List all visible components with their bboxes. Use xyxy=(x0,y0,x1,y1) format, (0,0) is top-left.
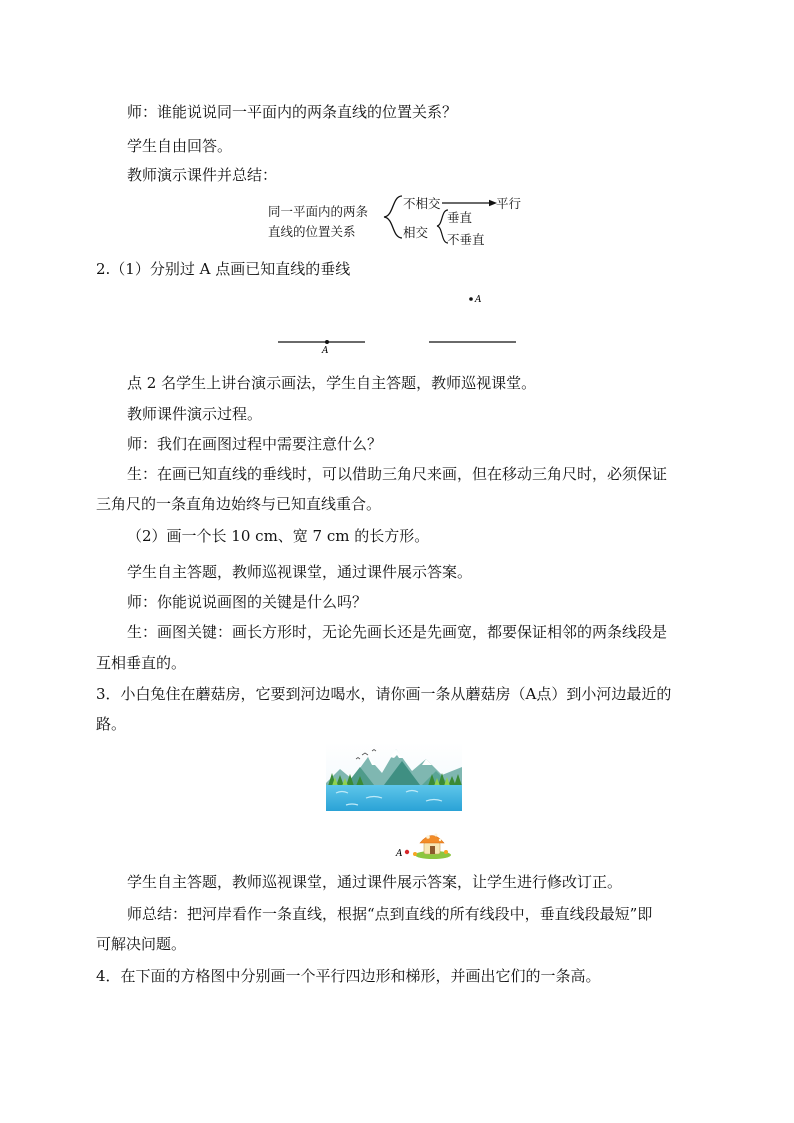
paragraph-teacher-summary-cont: 可解决问题。 xyxy=(96,935,187,953)
diagram-left-line2: 直线的位置关系 xyxy=(268,224,356,239)
paragraph-courseware: 教师课件演示过程。 xyxy=(127,405,263,423)
diagram-not-intersect: 不相交 xyxy=(403,196,441,211)
paragraph-student-answer-1: 生：在画已知直线的垂线时，可以借助三角尺来画，但在移动三角尺时，必须保证 xyxy=(127,465,668,483)
paragraph-student-answer-2-cont: 互相垂直的。 xyxy=(96,654,187,672)
point-a-label-1: A xyxy=(322,346,329,356)
diagram-not-perpendicular: 不垂直 xyxy=(447,232,485,247)
paragraph-student-answer-2: 生：画图关键：画长方形时，无论先画长还是先画宽，都要保证相邻的两条线段是 xyxy=(127,623,668,641)
item-4-heading: 4．在下面的方格图中分别画一个平行四边形和梯形，并画出它们的一条高。 xyxy=(96,967,601,985)
point-a-marker xyxy=(405,850,409,854)
diagram-perpendicular: 垂直 xyxy=(447,210,473,225)
mushroom-house-image xyxy=(396,828,452,862)
arrow-icon xyxy=(442,198,498,208)
point-a-on-line xyxy=(325,340,329,344)
paragraph-teacher-summary: 师总结：把河岸看作一条直线，根据“点到直线的所有线段中，垂直线段最短”即 xyxy=(127,905,653,923)
point-a-label-2: A xyxy=(475,295,482,305)
question-line: 师：谁能说说同一平面内的两条直线的位置关系？ xyxy=(127,103,458,121)
paragraph-teacher-question: 师：我们在画图过程中需要注意什么？ xyxy=(127,435,383,453)
diagram-left-line1: 同一平面内的两条 xyxy=(268,204,369,219)
item-3-heading: 3．小白兔住在蘑菇房，它要到河边喝水，请你画一条从蘑菇房（A点）到小河边最近的 xyxy=(96,685,672,703)
paragraph-students-correct: 学生自主答题，教师巡视课堂，通过课件展示答案，让学生进行修改订正。 xyxy=(127,873,623,891)
river-landscape-image xyxy=(326,743,462,811)
item-3-heading-cont: 路。 xyxy=(96,715,127,733)
diagram-parallel: 平行 xyxy=(496,196,522,211)
point-a-label-3: A xyxy=(396,849,403,859)
paragraph-demo-students: 点 2 名学生上讲台演示画法，学生自主答题，教师巡视课堂。 xyxy=(127,374,537,392)
perpendicular-figure xyxy=(270,290,530,360)
paragraph-rectangle-task: （2）画一个长 10 cm、宽 7 cm 的长方形。 xyxy=(127,527,430,545)
paragraph-teacher-key: 师：你能说说画图的关键是什么吗？ xyxy=(127,593,368,611)
point-a-above-line xyxy=(469,297,473,301)
paragraph-student-answer-1-cont: 三角尺的一条直角边始终与已知直线重合。 xyxy=(96,495,382,513)
item-2-heading: 2.（1）分别过 A 点画已知直线的垂线 xyxy=(96,260,351,278)
demo-line: 教师演示课件并总结： xyxy=(127,166,278,184)
answer-line: 学生自由回答。 xyxy=(127,137,233,155)
diagram-intersect: 相交 xyxy=(403,225,429,240)
paragraph-students-answer: 学生自主答题，教师巡视课堂，通过课件展示答案。 xyxy=(127,563,473,581)
